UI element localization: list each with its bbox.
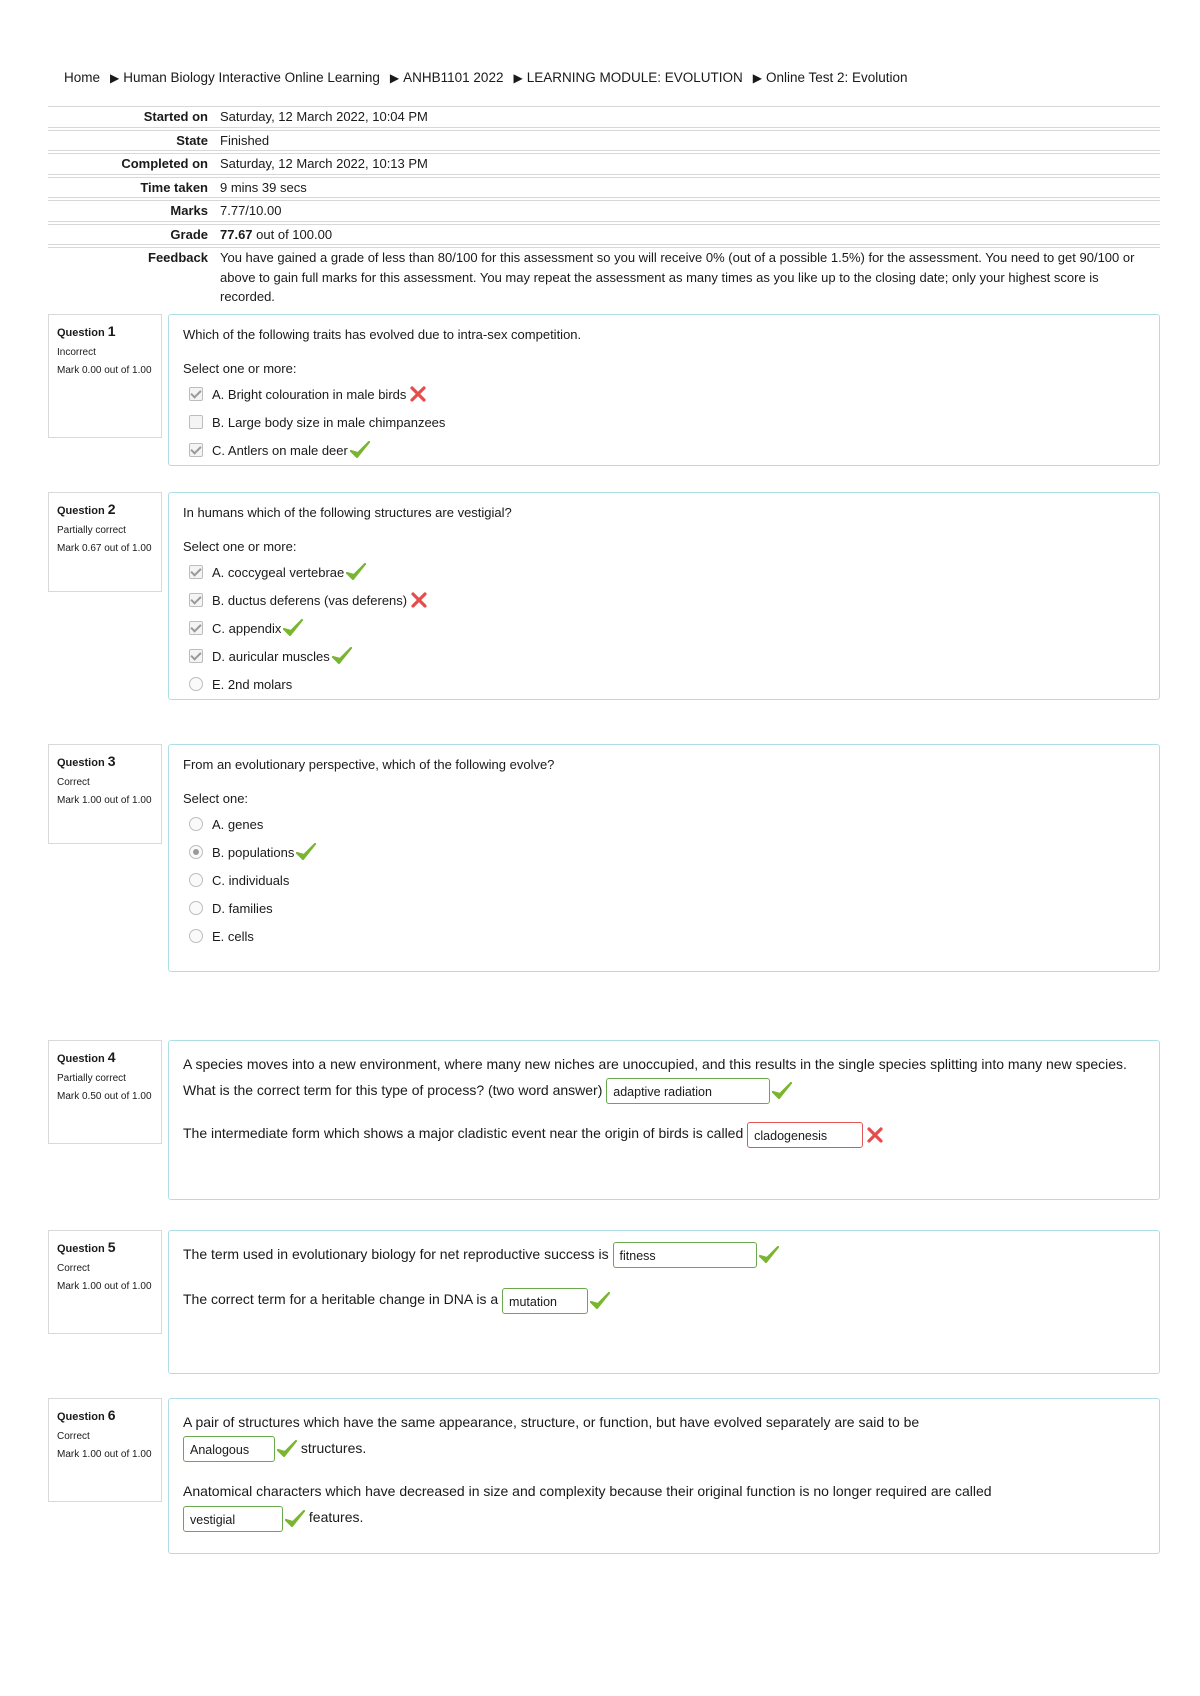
option-label: B. Large body size in male chimpanzees [212,414,446,430]
question-sentence: The correct term for a heritable change in DNA is a [183,1291,499,1308]
answer-option[interactable] [189,894,1145,922]
radio-button[interactable] [189,929,203,943]
summary-row-grade [48,224,1160,246]
radio-button[interactable] [189,817,203,831]
question-number: Question 1 [57,323,116,339]
answer-input[interactable]: fitness [613,1242,757,1268]
radio-button[interactable] [189,901,203,915]
summary-value: Saturday, 12 March 2022, 10:13 PM [220,156,428,171]
question-grade: Mark 1.00 out of 1.00 [57,1449,152,1460]
breadcrumb-module[interactable]: LEARNING MODULE: EVOLUTION [526,70,743,85]
question-status: Correct [57,1263,90,1274]
option-label: B. populations [212,844,295,860]
correct-tick-icon [285,1510,305,1528]
answer-option[interactable] [189,436,1145,464]
question-status: Partially correct [57,1073,126,1084]
option-label: D. families [212,900,273,916]
answer-option[interactable] [189,408,1145,436]
correct-tick-icon [759,1246,779,1264]
summary-label: Time taken [140,179,208,195]
breadcrumb-course[interactable]: Human Biology Interactive Online Learning [123,70,380,85]
breadcrumb-separator-icon: ▶ [752,70,762,85]
radio-button[interactable] [189,845,203,859]
option-label: E. 2nd molars [212,676,293,692]
question-info [48,1230,162,1334]
option-label: A. Bright colouration in male birds [212,386,407,402]
answer-input[interactable]: cladogenesis [747,1122,863,1148]
summary-row-state [48,130,1160,152]
checkbox[interactable] [189,593,203,607]
summary-label: Completed on [121,156,208,171]
question-number: Question 4 [57,1049,116,1065]
option-label: C. Antlers on male deer [212,442,348,458]
summary-value: Finished [220,132,270,148]
question-text [183,1241,1145,1268]
option-label: E. cells [212,928,254,944]
option-label: C. appendix [212,620,282,636]
answer-prompt: Select one: [183,791,249,806]
summary-value [220,225,1160,245]
correct-tick-icon [277,1440,297,1458]
question-status: Correct [57,777,90,788]
question-sentence: A pair of structures which have the same appearance, structure, or function, but have evolved separately are said to be [183,1414,920,1430]
option-label: D. auricular muscles [212,648,330,664]
summary-row-feedback [48,247,1160,307]
question-text: In humans which of the following structures are vestigial? [183,505,512,520]
summary-row-completed [48,153,1160,175]
checkbox[interactable] [189,621,203,635]
summary-row-started [48,106,1160,128]
question-sentence: The intermediate form which shows a major cladistic event near the origin of birds is called [183,1125,744,1142]
question-text: Which of the following traits has evolved due to intra-sex competition. [183,327,582,342]
summary-label: Marks [170,203,208,218]
breadcrumb-separator-icon: ▶ [389,70,400,85]
question-content [168,1230,1160,1374]
breadcrumb-separator-icon: ▶ [110,70,120,85]
question-content [168,744,1160,972]
question-sentence-end: structures. [300,1440,367,1456]
summary-label: State [176,132,208,148]
answer-input[interactable]: mutation [502,1288,588,1314]
answer-option[interactable] [189,670,1145,698]
answer-prompt: Select one or more: [183,539,297,554]
question-info [48,492,162,592]
answer-option[interactable] [189,922,1145,950]
question-grade: Mark 0.00 out of 1.00 [57,365,152,376]
checkbox[interactable] [189,415,203,429]
summary-row-marks [48,200,1160,222]
question-number: Question 2 [57,501,116,517]
grade-score: 77.67 [220,226,253,242]
question-grade: Mark 0.50 out of 1.00 [57,1091,152,1102]
option-label: C. individuals [212,872,290,888]
option-label: A. genes [212,816,264,832]
option-label: B. ductus deferens (vas deferens) [212,592,408,608]
question-sentence: The term used in evolutionary biology for net reproductive success is [183,1246,609,1262]
summary-value: 9 mins 39 secs [220,179,307,195]
breadcrumb-test[interactable]: Online Test 2: Evolution [765,70,908,85]
breadcrumb-unit[interactable]: ANHB1101 2022 [403,70,504,85]
summary-label: Started on [143,109,208,124]
question-sentence: Anatomical characters which have decreased in size and complexity because their original function is no longer required are called [183,1483,992,1500]
summary-label: Grade [170,226,208,242]
question-text [183,1409,1145,1462]
answer-option[interactable] [189,586,1145,614]
radio-button[interactable] [189,873,203,887]
summary-row-time-taken [48,177,1160,199]
question-text: From an evolutionary perspective, which of the following evolve? [183,757,555,772]
answer-option[interactable] [189,810,1145,838]
summary-value: Saturday, 12 March 2022, 10:04 PM [220,109,428,124]
correct-tick-icon [350,441,370,459]
checkbox[interactable] [189,649,203,663]
question-sentence-end: features. [308,1509,364,1526]
correct-tick-icon [772,1082,792,1100]
summary-label: Feedback [148,250,208,265]
checkbox[interactable] [189,565,203,579]
question-grade: Mark 1.00 out of 1.00 [57,795,152,806]
answer-option[interactable] [189,614,1145,642]
question-info [48,314,162,438]
question-status: Correct [57,1431,90,1442]
summary-value: 7.77/10.00 [220,203,282,218]
question-status: Partially correct [57,525,126,536]
incorrect-cross-icon [410,386,426,402]
answer-input[interactable]: Analogous [183,1436,275,1462]
question-info [48,1040,162,1144]
question-grade: Mark 1.00 out of 1.00 [57,1281,152,1292]
question-sentence: A species moves into a new environment, where many new niches are unoccupied, and this results in the single species splitting into many new species. What is the correct term for this type of process? (two word answer) [183,1056,1127,1098]
question-status: Incorrect [57,347,96,358]
answer-input[interactable]: adaptive radiation [606,1078,770,1104]
checkbox[interactable] [189,443,203,457]
breadcrumb-home[interactable]: Home [64,70,101,85]
answer-option[interactable] [189,838,1145,866]
question-info [48,744,162,844]
answer-option[interactable] [189,866,1145,894]
question-text [183,1051,1145,1104]
answer-option[interactable] [189,642,1145,670]
radio-button[interactable] [189,677,203,691]
breadcrumb-separator-icon: ▶ [513,70,523,85]
question-content [168,1040,1160,1200]
option-label: A. coccygeal vertebrae [212,564,345,580]
question-number: Question 6 [57,1407,116,1423]
answer-option[interactable] [189,380,1145,408]
question-content [168,1398,1160,1554]
question-number: Question 5 [57,1239,116,1255]
question-text [183,1120,1145,1147]
grade-suffix: out of 100.00 [252,226,333,242]
breadcrumb [64,70,908,85]
correct-tick-icon [332,647,352,665]
answer-prompt: Select one or more: [183,361,297,376]
answer-option[interactable] [189,558,1145,586]
correct-tick-icon [296,843,316,861]
attempt-summary-table [48,106,1160,309]
question-grade: Mark 0.67 out of 1.00 [57,543,152,554]
question-content [168,314,1160,466]
question-content [168,492,1160,700]
incorrect-cross-icon [411,592,427,608]
question-text [183,1478,1145,1531]
feedback-text: You have gained a grade of less than 80/100 for this assessment so you will receive 0% (out of a possible 1.5%) for the assessment. You need to get 90/100 or above to gain full marks for this assessment. You may repeat the assessment as many times as you like up to the closing date; only your highest score is recorded. [220,250,1135,304]
correct-tick-icon [590,1292,610,1310]
question-number: Question 3 [57,753,116,769]
checkbox[interactable] [189,387,203,401]
question-info [48,1398,162,1502]
correct-tick-icon [346,563,366,581]
incorrect-cross-icon [867,1127,883,1143]
answer-input[interactable]: vestigial [183,1506,283,1532]
correct-tick-icon [283,619,303,637]
question-text [183,1286,1145,1313]
